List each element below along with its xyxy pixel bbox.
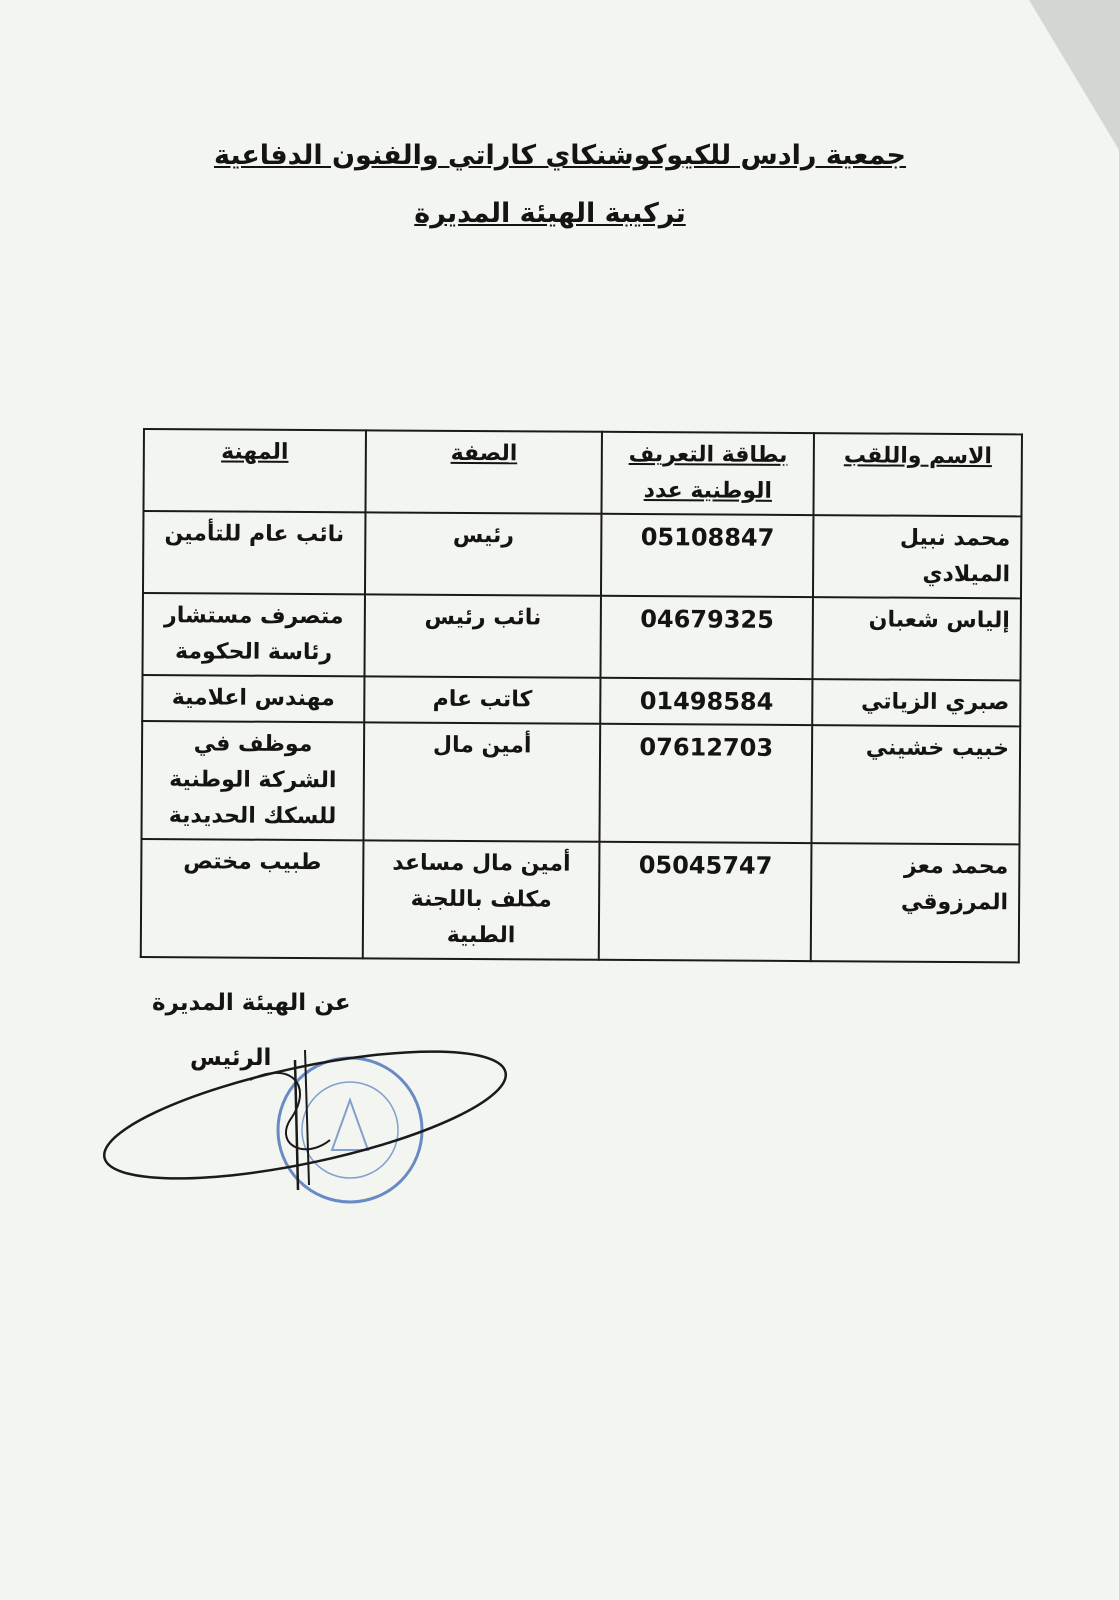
- document-title: جمعية رادس للكيوكوشنكاي كاراتي والفنون الدفاعية: [213, 140, 907, 171]
- page-corner-fold: [1029, 0, 1119, 150]
- header-cin: بطاقة التعريف الوطنية عدد: [602, 432, 814, 515]
- member-role: كاتب عام: [364, 676, 601, 723]
- table-row: [142, 593, 1020, 680]
- signature-block: [100, 990, 520, 1250]
- table-row: [141, 721, 1020, 844]
- member-name: إلياس شعبان: [813, 597, 1021, 680]
- member-role: نائب رئيس: [364, 594, 601, 677]
- member-job: نائب عام للتأمين: [143, 511, 365, 594]
- member-name: خبيب خشيني: [812, 725, 1021, 844]
- member-name: صبري الزياتي: [812, 679, 1020, 726]
- signature-on-behalf-label: عن الهيئة المديرة: [152, 990, 351, 1016]
- header-name: الاسم واللقب: [814, 433, 1022, 516]
- member-name: محمد نبيل الميلادي: [813, 515, 1021, 598]
- table-row: [141, 839, 1020, 962]
- member-role: أمين مال مساعد مكلف باللجنة الطبية: [363, 840, 600, 959]
- official-stamp-icon: [278, 1058, 422, 1202]
- table-row: [143, 511, 1021, 598]
- member-cin: 04679325: [601, 596, 813, 679]
- member-job: مهندس اعلامية: [142, 675, 364, 722]
- member-cin: 05108847: [601, 514, 813, 597]
- table-header-row: [143, 429, 1021, 516]
- member-cin: 05045747: [599, 842, 812, 961]
- member-job: طبيب مختص: [141, 839, 364, 958]
- signature-president-label: الرئيس: [190, 1045, 272, 1071]
- signature-and-stamp-graphic: [100, 1020, 520, 1250]
- member-name: محمد معز المرزوقي: [811, 843, 1020, 962]
- header-job: المهنة: [143, 429, 365, 512]
- document-subtitle: تركيبة الهيئة المديرة: [414, 198, 686, 229]
- header-role: الصفة: [365, 430, 602, 513]
- member-job: موظف في الشركة الوطنية للسكك الحديدية: [141, 721, 364, 840]
- member-role: أمين مال: [363, 722, 600, 841]
- member-cin: 07612703: [600, 724, 813, 843]
- table-row: [142, 675, 1020, 726]
- member-job: متصرف مستشار رئاسة الحكومة: [142, 593, 364, 676]
- board-members-table: [140, 428, 1023, 963]
- member-role: رئيس: [365, 512, 602, 595]
- member-cin: 01498584: [600, 678, 812, 725]
